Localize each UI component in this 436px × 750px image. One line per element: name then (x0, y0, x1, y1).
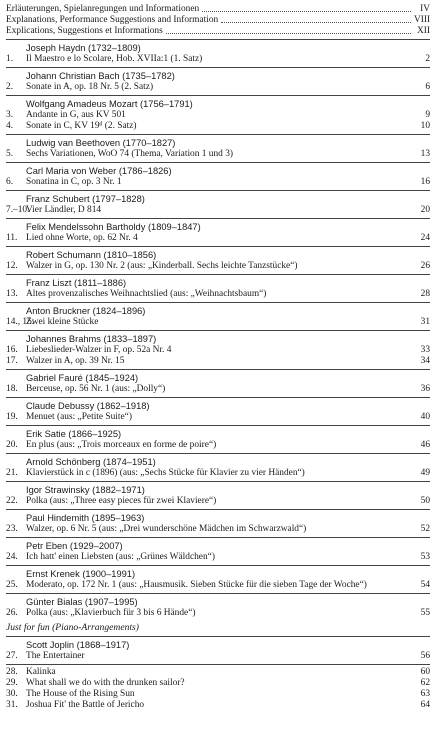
composer-group (6, 305, 430, 328)
composer-name: Robert Schumann (1810–1856) (26, 250, 157, 260)
entry-number: 31. (6, 700, 18, 710)
composer-name: Carl Maria von Weber (1786–1826) (26, 166, 172, 176)
entry-title: Walzer, op. 6 Nr. 5 (aus: „Drei wunderschöne Mädchen im Schwarzwald“) (26, 524, 307, 534)
composer-name: Johann Christian Bach (1735–1782) (26, 71, 175, 81)
entry-title: Lied ohne Worte, op. 62 Nr. 4 (26, 233, 138, 243)
composer-name: Gabriel Fauré (1845–1924) (26, 373, 139, 383)
page-number: 6 (425, 82, 430, 92)
toc-entry[interactable] (6, 651, 430, 662)
page-number: 24 (420, 233, 430, 243)
entry-title: Sonatina in C, op. 3 Nr. 1 (26, 177, 122, 187)
entry-number: 28. (6, 667, 18, 677)
page-number: 52 (420, 524, 430, 534)
page-number: VIII (414, 15, 431, 25)
composer-name: Felix Mendelssohn Bartholdy (1809–1847) (26, 222, 201, 232)
page-number: IV (420, 4, 430, 14)
composer-groups (6, 39, 430, 619)
composer-group (6, 98, 430, 132)
page-number: 2 (425, 54, 430, 64)
composer-name: Franz Liszt (1811–1886) (26, 278, 127, 288)
composer-group (6, 568, 430, 591)
intro-entry[interactable] (6, 15, 430, 26)
entry-number: 17. (6, 356, 18, 366)
entry-number: 13. (6, 289, 18, 299)
page-number: 10 (420, 121, 430, 131)
entry-title: Liebeslieder-Walzer in F, op. 52a Nr. 4 (26, 345, 172, 355)
entry-number: 22. (6, 496, 18, 506)
entry-number: 3. (6, 110, 14, 120)
divider (6, 537, 430, 538)
divider (6, 509, 430, 510)
divider (6, 134, 430, 135)
composer-group (6, 428, 430, 451)
intro-entry[interactable] (6, 4, 430, 15)
toc-entry[interactable] (6, 121, 430, 132)
composer-name: Ludwig van Beethoven (1770–1827) (26, 138, 176, 148)
page-number: 31 (420, 317, 430, 327)
composer-name: Igor Strawinsky (1882–1971) (26, 485, 145, 495)
toc-entry[interactable] (6, 82, 430, 93)
toc-entry[interactable] (6, 356, 430, 367)
toc-entry[interactable] (6, 468, 430, 479)
composer-group (6, 484, 430, 507)
toc-entry[interactable] (6, 289, 430, 300)
entry-title: Zwei kleine Stücke (26, 317, 99, 327)
entry-number: 7.–10. (6, 205, 30, 215)
divider (6, 565, 430, 566)
entry-title: Berceuse, op. 56 Nr. 1 (aus: „Dolly“) (26, 384, 166, 394)
divider (6, 302, 430, 303)
intro-title: Explications, Suggestions et Informations (6, 26, 163, 36)
entry-title: Ich hatt' einen Liebsten (aus: „Grünes Wäldchen“) (26, 552, 215, 562)
composer-name: Erik Satie (1866–1925) (26, 429, 122, 439)
toc-entry[interactable] (6, 440, 430, 451)
composer-name: Günter Bialas (1907–1995) (26, 597, 138, 607)
entry-title: Polka (aus: „Three easy pieces für zwei Klaviere“) (26, 496, 217, 506)
composer-group (6, 512, 430, 535)
entry-title: Moderato, op. 172 Nr. 1 (aus: „Hausmusik. Sieben Stücke für die sieben Tage der Woche“) (26, 580, 367, 590)
page-number: 62 (420, 678, 430, 688)
composer-group (6, 333, 430, 367)
entry-title: The House of the Rising Sun (26, 689, 135, 699)
entry-number: 5. (6, 149, 14, 159)
entry-title: Walzer in A, op. 39 Nr. 15 (26, 356, 125, 366)
composer-name: Anton Bruckner (1824–1896) (26, 306, 146, 316)
entry-title: Polka (aus: „Klavierbuch für 3 bis 6 Hände“) (26, 608, 196, 618)
page-number: 50 (420, 496, 430, 506)
composer-group (6, 456, 430, 479)
composer-group (6, 667, 430, 711)
entry-title: Klavierstück in c (1896) (aus: „Sechs Stücke für Klavier zu vier Händen“) (26, 468, 305, 478)
composer-group (6, 165, 430, 188)
entry-number: 23. (6, 524, 18, 534)
toc-entry[interactable] (6, 110, 430, 121)
composer-group (6, 400, 430, 423)
toc-entry[interactable] (6, 689, 430, 700)
divider (6, 636, 430, 637)
dot-leader (202, 11, 411, 12)
entry-number: 20. (6, 440, 18, 450)
composer-name: Joseph Haydn (1732–1809) (26, 43, 141, 53)
entry-number: 27. (6, 651, 18, 661)
composer-name: Scott Joplin (1868–1917) (26, 640, 130, 650)
entry-title: What shall we do with the drunken sailor? (26, 678, 185, 688)
entry-number: 29. (6, 678, 18, 688)
composer-group (6, 277, 430, 300)
page-number: 53 (420, 552, 430, 562)
page-number: 34 (420, 356, 430, 366)
entry-number: 6. (6, 177, 14, 187)
divider (6, 67, 430, 68)
page-number: 54 (420, 580, 430, 590)
page-number: 28 (420, 289, 430, 299)
composer-name: Ernst Krenek (1900–1991) (26, 569, 136, 579)
dot-leader (221, 22, 411, 23)
entry-number: 14., 15. (6, 317, 35, 327)
toc-entry[interactable] (6, 54, 430, 65)
entry-title: Sonate in C, KV 19ᵈ (2. Satz) (26, 121, 137, 131)
entry-number: 19. (6, 412, 18, 422)
composer-name: Petr Eben (1929–2007) (26, 541, 123, 551)
entry-number: 30. (6, 689, 18, 699)
page-number: 60 (420, 667, 430, 677)
page-number: 9 (425, 110, 430, 120)
composer-group (6, 70, 430, 93)
toc-entry[interactable] (6, 384, 430, 395)
divider (6, 218, 430, 219)
toc-entry[interactable] (6, 412, 430, 423)
page-number: 55 (420, 608, 430, 618)
toc-entry[interactable] (6, 524, 430, 535)
composer-name: Franz Schubert (1797–1828) (26, 194, 145, 204)
page-number: XII (416, 26, 430, 36)
divider (6, 95, 430, 96)
composer-name: Johannes Brahms (1833–1897) (26, 334, 157, 344)
page-number: 63 (420, 689, 430, 699)
toc-entry[interactable] (6, 700, 430, 711)
composer-group (6, 137, 430, 160)
toc-entry[interactable] (6, 496, 430, 507)
entry-number: 4. (6, 121, 14, 131)
entry-number: 11. (6, 233, 18, 243)
composer-group (6, 639, 430, 662)
divider (6, 162, 430, 163)
dot-leader (166, 33, 411, 34)
divider (6, 330, 430, 331)
divider (6, 246, 430, 247)
page-number: 33 (420, 345, 430, 355)
page-number: 20 (420, 205, 430, 215)
page-number: 56 (420, 651, 430, 661)
toc-entry[interactable] (6, 608, 430, 619)
divider (6, 369, 430, 370)
composer-name: Wolfgang Amadeus Mozart (1756–1791) (26, 99, 193, 109)
just-for-fun-groups (6, 636, 430, 711)
toc-entry[interactable] (6, 667, 430, 678)
toc-entry[interactable] (6, 149, 430, 160)
toc-entry[interactable] (6, 678, 430, 689)
intro-title: Erläuterungen, Spielanregungen und Informationen (6, 4, 200, 14)
page-number: 64 (420, 700, 430, 710)
entry-title: Vier Ländler, D 814 (26, 205, 102, 215)
composer-group (6, 372, 430, 395)
entry-number: 24. (6, 552, 18, 562)
divider (6, 593, 430, 594)
intro-list (6, 4, 430, 37)
page-number: 13 (420, 149, 430, 159)
toc-entry[interactable] (6, 345, 430, 356)
entry-title: Kalinka (26, 667, 56, 677)
entry-title: Il Maestro e lo Scolare, Hob. XVIIa:1 (1. Satz) (26, 54, 203, 64)
toc-entry[interactable] (6, 552, 430, 563)
divider (6, 664, 430, 665)
composer-group (6, 540, 430, 563)
divider (6, 190, 430, 191)
entry-title: Menuet (aus: „Petite Suite“) (26, 412, 132, 422)
page-number: 40 (420, 412, 430, 422)
composer-group (6, 249, 430, 272)
divider (6, 274, 430, 275)
entry-number: 2. (6, 82, 14, 92)
composer-group (6, 221, 430, 244)
page-number: 36 (420, 384, 430, 394)
divider (6, 453, 430, 454)
divider (6, 397, 430, 398)
entry-number: 26. (6, 608, 18, 618)
toc-entry[interactable] (6, 205, 430, 216)
toc-entry[interactable] (6, 261, 430, 272)
entry-title: Sechs Variationen, WoO 74 (Thema, Variation 1 und 3) (26, 149, 234, 159)
page-number: 16 (420, 177, 430, 187)
entry-title: Sonate in A, op. 18 Nr. 5 (2. Satz) (26, 82, 154, 92)
composer-name: Arnold Schönberg (1874–1951) (26, 457, 156, 467)
entry-number: 21. (6, 468, 18, 478)
toc-entry[interactable] (6, 580, 430, 591)
toc-entry[interactable] (6, 233, 430, 244)
entry-title: Andante in G, aus KV 501 (26, 110, 126, 120)
entry-title: Walzer in G, op. 130 Nr. 2 (aus: „Kinderball. Sechs leichte Tanzstücke“) (26, 261, 298, 271)
composer-name: Paul Hindemith (1895–1963) (26, 513, 145, 523)
entry-title: Altes provenzalisches Weihnachtslied (aus: „Weihnachtsbaum“) (26, 289, 267, 299)
toc-entry[interactable] (6, 317, 430, 328)
entry-number: 16. (6, 345, 18, 355)
composer-name: Claude Debussy (1862–1918) (26, 401, 150, 411)
composer-group (6, 596, 430, 619)
divider (6, 425, 430, 426)
page-number: 49 (420, 468, 430, 478)
entry-title: Joshua Fit' the Battle of Jericho (26, 700, 145, 710)
divider (6, 39, 430, 40)
composer-group (6, 42, 430, 65)
entry-number: 18. (6, 384, 18, 394)
entry-number: 12. (6, 261, 18, 271)
page-number: 26 (420, 261, 430, 271)
entry-title: En plus (aus: „Trois morceaux en forme de poire“) (26, 440, 217, 450)
toc-entry[interactable] (6, 177, 430, 188)
entry-number: 1. (6, 54, 14, 64)
entry-number: 25. (6, 580, 18, 590)
composer-group (6, 193, 430, 216)
divider (6, 481, 430, 482)
entry-title: The Entertainer (26, 651, 85, 661)
just-for-fun-heading: Just for fun (Piano-Arrangements) (6, 622, 139, 633)
intro-title: Explanations, Performance Suggestions and Information (6, 15, 219, 25)
intro-entry[interactable] (6, 26, 430, 37)
page-number: 46 (420, 440, 430, 450)
